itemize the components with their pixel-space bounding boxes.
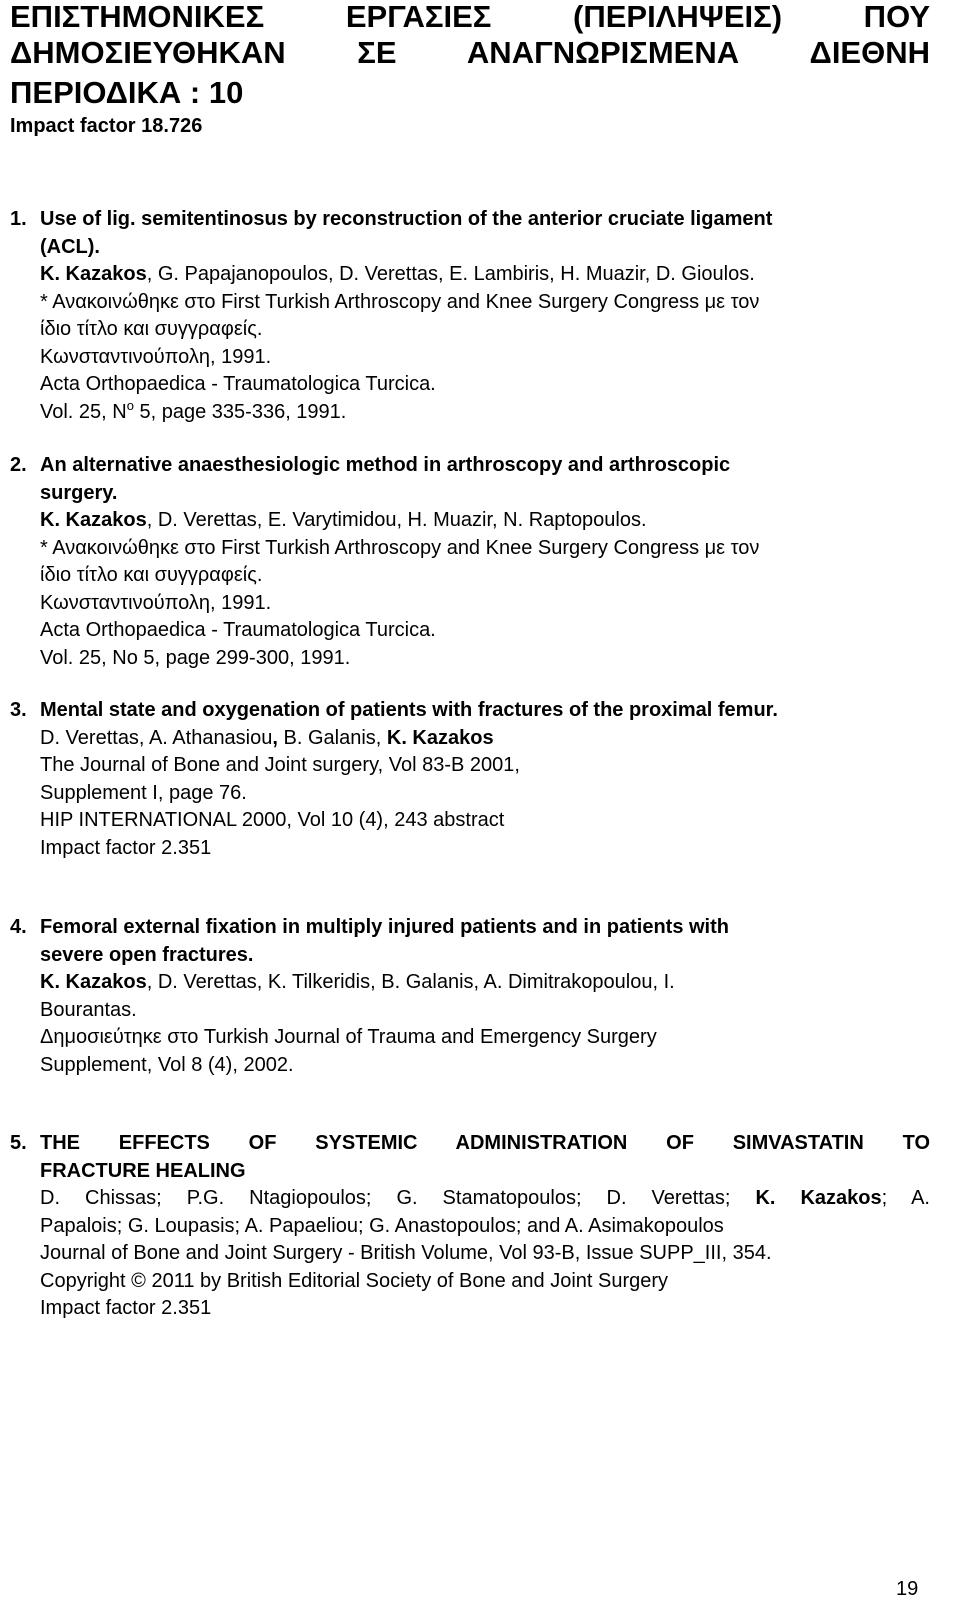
publication-title: Mental state and oxygenation of patients with fractures of the proximal femur. <box>40 699 778 721</box>
publication-authors: , D. Verettas, E. Varytimidou, H. Muazir, N. Raptopoulos. <box>146 509 647 531</box>
page-heading-line-3: ΠΕΡΙΟΔΙΚΑ : 10 <box>10 75 244 110</box>
publication-title-cont: FRACTURE HEALING <box>40 1159 246 1182</box>
publication-title: Femoral external fixation in multiply injured patients and in patients with <box>40 916 729 938</box>
copyright-notice: Copyright © 2011 by British Editorial Society of Bone and Joint Surgery <box>40 1269 669 1292</box>
publication-authors-cont: Bourantas. <box>40 998 137 1021</box>
highlighted-author: K. Kazakos <box>386 726 494 749</box>
publication-4 <box>10 914 940 1079</box>
publication-authors: , G. Papajanopoulos, D. Verettas, E. Lambiris, H. Muazir, D. Gioulos. <box>146 263 755 285</box>
presentation-note-cont: ίδιο τίτλο και συγγραφείς. <box>40 564 263 586</box>
publication-title-cont: severe open fractures. <box>40 943 254 966</box>
presentation-place: Κωνσταντινούπολη, 1991. <box>40 345 272 368</box>
publication-authors-cont: Papalois; G. Loupasis; A. Papaeliou; G. Anastopoulos; and A. Asimakopoulos <box>40 1214 724 1237</box>
publication-1 <box>10 206 940 426</box>
publication-number: 1. <box>10 208 27 230</box>
publication-number: 3. <box>10 699 27 721</box>
journal-volume: Supplement, Vol 8 (4), 2002. <box>40 1053 294 1076</box>
journal-secondary: HIP INTERNATIONAL 2000, Vol 10 (4), 243 abstract <box>40 809 505 831</box>
highlighted-author: K. Kazakos <box>40 509 147 531</box>
publication-3 <box>10 697 940 862</box>
presentation-note: * Ανακοινώθηκε στο First Turkish Arthroscopy and Knee Surgery Congress με τον <box>40 290 760 313</box>
publication-title: An alternative anaesthesiologic method in arthroscopy and arthroscopic <box>40 454 731 476</box>
impact-factor: Impact factor 2.351 <box>40 836 212 859</box>
page-heading-line-1: ΕΠΙΣΤΗΜΟΝΙΚΕΣ ΕΡΓΑΣΙΕΣ (ΠΕΡΙΛΗΨΕΙΣ) ΠΟΥ <box>10 0 930 34</box>
publication-title: THE EFFECTS OF SYSTEMIC ADMINISTRATION OF SIMVASTATIN TO <box>40 1132 930 1154</box>
publication-number: 2. <box>10 454 27 476</box>
journal-name: The Journal of Bone and Joint surgery, Vol 83-B 2001, <box>40 754 520 776</box>
presentation-note: * Ανακοινώθηκε στο First Turkish Arthroscopy and Knee Surgery Congress με τον <box>40 536 760 559</box>
highlighted-author: K. Kazakos <box>40 263 147 285</box>
publication-5 <box>10 1130 940 1323</box>
publication-2 <box>10 452 940 672</box>
publication-authors: D. Verettas, A. Athanasiou, B. Galanis, K. Kazakos <box>40 726 494 749</box>
highlighted-author: K. Kazakos <box>755 1187 882 1209</box>
journal-name: Acta Orthopaedica - Traumatologica Turcica. <box>40 619 436 641</box>
journal-supplement: Supplement I, page 76. <box>40 781 247 804</box>
journal-name: Δημοσιεύτηκε στο Turkish Journal of Trauma and Emergency Surgery <box>40 1026 657 1048</box>
publication-number: 5. <box>10 1132 27 1154</box>
impact-factor: Impact factor 2.351 <box>40 1297 212 1319</box>
page-heading-line-2: ΔΗΜΟΣΙΕΥΘΗΚΑΝ ΣΕ ΑΝΑΓΝΩΡΙΣΜΕΝΑ ΔΙΕΘΝΗ <box>10 35 930 70</box>
publication-title-cont: surgery. <box>40 481 118 504</box>
highlighted-author: K. Kazakos <box>40 971 147 993</box>
journal-name: Journal of Bone and Joint Surgery - British Volume, Vol 93-B, Issue SUPP_III, 354. <box>40 1242 772 1264</box>
publication-authors: D. Chissas; P.G. Ntagiopoulos; G. Stamatopoulos; D. Verettas; K. Kazakos; A. <box>40 1187 930 1209</box>
publication-title-cont: (ACL). <box>40 235 100 258</box>
total-impact-factor: Impact factor 18.726 <box>10 115 203 137</box>
journal-name: Acta Orthopaedica - Traumatologica Turcica. <box>40 373 436 395</box>
publication-number: 4. <box>10 916 27 938</box>
presentation-note-cont: ίδιο τίτλο και συγγραφείς. <box>40 318 263 340</box>
journal-volume: Vol. 25, No 5, page 299-300, 1991. <box>40 646 351 669</box>
journal-volume: Vol. 25, $N^o$ 5, page 335-336, 1991. <box>40 397 347 423</box>
publication-title: Use of lig. semitentinosus by reconstruction of the anterior cruciate ligament <box>40 208 773 230</box>
publication-authors: , D. Verettas, K. Tilkeridis, B. Galanis, A. Dimitrakopoulou, I. <box>146 971 675 993</box>
page-number: 19 <box>896 1578 919 1600</box>
presentation-place: Κωνσταντινούπολη, 1991. <box>40 591 272 614</box>
